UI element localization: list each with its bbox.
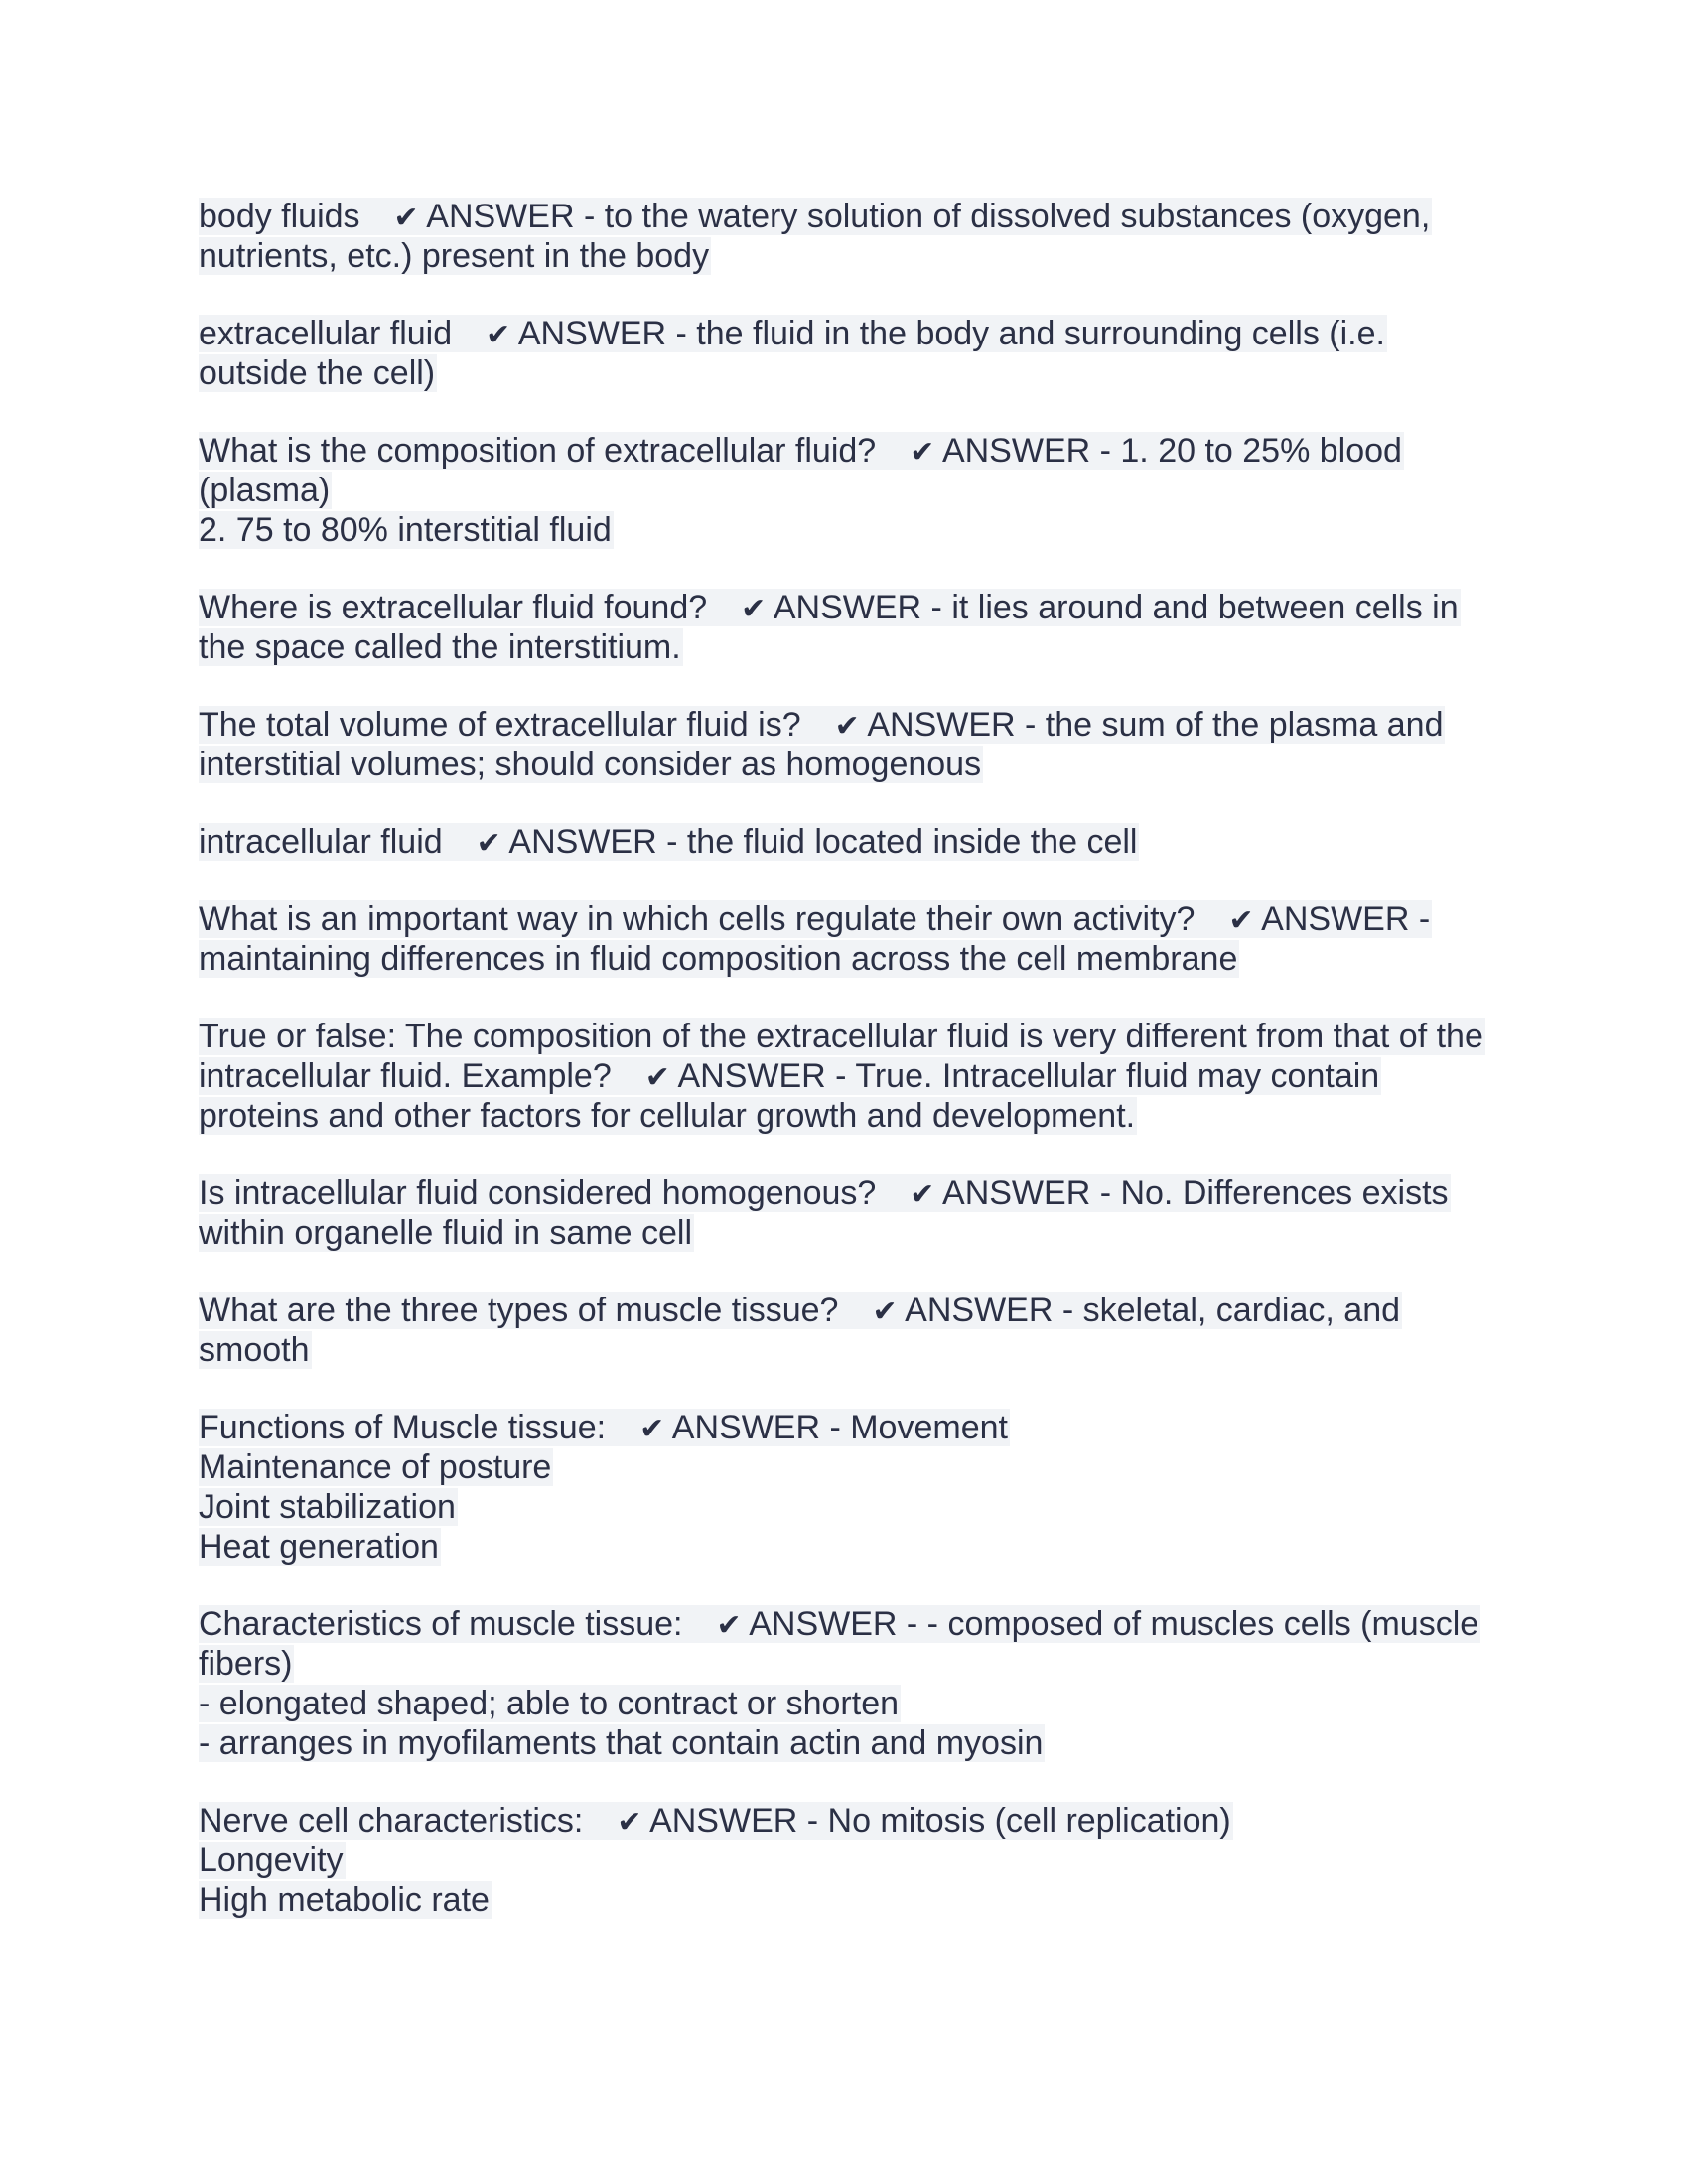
answer-text: skeletal, cardiac, and bbox=[1082, 1292, 1401, 1329]
check-icon: ✔ bbox=[741, 592, 767, 626]
entry-first-line bbox=[199, 822, 1489, 862]
check-icon: ✔ bbox=[644, 1060, 670, 1095]
answer-continuation: (plasma) bbox=[199, 472, 331, 509]
entry-first-line bbox=[199, 705, 1489, 745]
answer-label: ANSWER - bbox=[671, 1409, 841, 1446]
answer-label: ANSWER - bbox=[749, 1605, 918, 1643]
answer-label: ANSWER - bbox=[773, 589, 942, 626]
answer-text: No. Differences exists bbox=[1120, 1174, 1449, 1212]
entry-first-line bbox=[199, 1408, 1489, 1447]
answer-continuation: proteins and other factors for cellular growth and development. bbox=[199, 1097, 1136, 1135]
check-icon: ✔ bbox=[910, 1177, 935, 1212]
answer-label: ANSWER - bbox=[677, 1057, 847, 1095]
answer-label: ANSWER - bbox=[942, 1174, 1112, 1212]
answer-text: 1. 20 to 25% blood bbox=[1120, 432, 1402, 470]
check-icon: ✔ bbox=[910, 435, 935, 470]
answer-continuation: smooth bbox=[199, 1331, 310, 1369]
check-icon: ✔ bbox=[716, 1608, 742, 1643]
check-icon: ✔ bbox=[393, 201, 419, 235]
check-icon: ✔ bbox=[486, 318, 511, 352]
answer-continuation: interstitial volumes; should consider as homogenous bbox=[199, 746, 982, 783]
entry-first-line bbox=[199, 431, 1489, 471]
entry-first-line bbox=[199, 899, 1489, 939]
answer-text: to the watery solution of dissolved substances (oxygen, bbox=[604, 198, 1431, 235]
answer-continuation: High metabolic rate bbox=[199, 1881, 490, 1919]
flashcard-entry bbox=[199, 588, 1489, 667]
answer-text: True. Intracellular fluid may contain bbox=[855, 1057, 1380, 1095]
flashcard-entry bbox=[199, 197, 1489, 276]
entry-first-line bbox=[199, 1801, 1489, 1841]
entry-first-line bbox=[199, 314, 1489, 353]
answer-text: Movement bbox=[850, 1409, 1008, 1446]
flashcard-entry bbox=[199, 705, 1489, 784]
entry-first-line bbox=[199, 588, 1489, 627]
question-text: Nerve cell characteristics: bbox=[199, 1802, 584, 1840]
flashcard-entry bbox=[199, 1801, 1489, 1920]
question-line: True or false: The composition of the extracellular fluid is very different from that of the bbox=[199, 1018, 1483, 1055]
answer-continuation: maintaining differences in fluid composition across the cell membrane bbox=[199, 940, 1238, 978]
flashcard-entry bbox=[199, 314, 1489, 393]
answer-continuation: within organelle fluid in same cell bbox=[199, 1214, 693, 1252]
check-icon: ✔ bbox=[617, 1805, 642, 1840]
flashcard-list bbox=[199, 197, 1489, 1958]
answer-label: ANSWER - bbox=[517, 315, 687, 352]
answer-continuation: nutrients, etc.) present in the body bbox=[199, 237, 710, 275]
question-text: Is intracellular fluid considered homogenous? bbox=[199, 1174, 877, 1212]
answer-continuation: the space called the interstitium. bbox=[199, 628, 681, 666]
question-text: intracellular fluid. Example? bbox=[199, 1057, 612, 1095]
question-text: extracellular fluid bbox=[199, 315, 453, 352]
question-text: intracellular fluid bbox=[199, 823, 443, 861]
flashcard-entry bbox=[199, 1173, 1489, 1253]
answer-label: ANSWER - bbox=[426, 198, 596, 235]
question-text: Functions of Muscle tissue: bbox=[199, 1409, 607, 1446]
answer-label: ANSWER - bbox=[867, 706, 1037, 744]
answer-text: the fluid in the body and surrounding cells (i.e. bbox=[696, 315, 1385, 352]
answer-continuation: fibers) bbox=[199, 1645, 293, 1683]
answer-continuation: Longevity bbox=[199, 1842, 344, 1879]
question-text: Where is extracellular fluid found? bbox=[199, 589, 708, 626]
flashcard-entry bbox=[199, 1017, 1489, 1136]
answer-continuation: outside the cell) bbox=[199, 354, 436, 392]
question-text: What are the three types of muscle tissue? bbox=[199, 1292, 839, 1329]
answer-text: the sum of the plasma and bbox=[1045, 706, 1444, 744]
entry-first-line bbox=[199, 197, 1489, 236]
check-icon: ✔ bbox=[639, 1412, 665, 1446]
answer-label: ANSWER - bbox=[1261, 900, 1431, 938]
flashcard-entry bbox=[199, 899, 1489, 979]
question-text: What is the composition of extracellular fluid? bbox=[199, 432, 877, 470]
flashcard-entry bbox=[199, 1604, 1489, 1763]
answer-label: ANSWER - bbox=[941, 432, 1111, 470]
entry-first-line bbox=[199, 1604, 1489, 1644]
answer-label: ANSWER - bbox=[649, 1802, 819, 1840]
flashcard-entry bbox=[199, 1408, 1489, 1567]
answer-continuation: - elongated shaped; able to contract or shorten bbox=[199, 1685, 900, 1722]
check-icon: ✔ bbox=[476, 826, 501, 861]
check-icon: ✔ bbox=[1228, 903, 1254, 938]
answer-continuation: Heat generation bbox=[199, 1528, 439, 1566]
answer-label: ANSWER - bbox=[508, 823, 678, 861]
answer-continuation: 2. 75 to 80% interstitial fluid bbox=[199, 511, 612, 549]
question-text: What is an important way in which cells regulate their own activity? bbox=[199, 900, 1196, 938]
answer-text: No mitosis (cell replication) bbox=[827, 1802, 1231, 1840]
question-text: The total volume of extracellular fluid is? bbox=[199, 706, 801, 744]
answer-continuation: Joint stabilization bbox=[199, 1488, 456, 1526]
entry-first-line bbox=[199, 1291, 1489, 1330]
flashcard-entry bbox=[199, 1291, 1489, 1370]
flashcard-entry bbox=[199, 431, 1489, 550]
question-text: Characteristics of muscle tissue: bbox=[199, 1605, 683, 1643]
answer-continuation: - arranges in myofilaments that contain actin and myosin bbox=[199, 1724, 1044, 1762]
entry-first-line bbox=[199, 1056, 1489, 1096]
answer-label: ANSWER - bbox=[905, 1292, 1074, 1329]
flashcard-entry bbox=[199, 822, 1489, 862]
check-icon: ✔ bbox=[834, 709, 860, 744]
question-text: body fluids bbox=[199, 198, 360, 235]
answer-text: the fluid located inside the cell bbox=[686, 823, 1138, 861]
answer-text: it lies around and between cells in bbox=[951, 589, 1459, 626]
answer-text: - composed of muscles cells (muscle bbox=[926, 1605, 1479, 1643]
answer-continuation: Maintenance of posture bbox=[199, 1448, 552, 1486]
entry-first-line bbox=[199, 1173, 1489, 1213]
check-icon: ✔ bbox=[872, 1295, 898, 1329]
